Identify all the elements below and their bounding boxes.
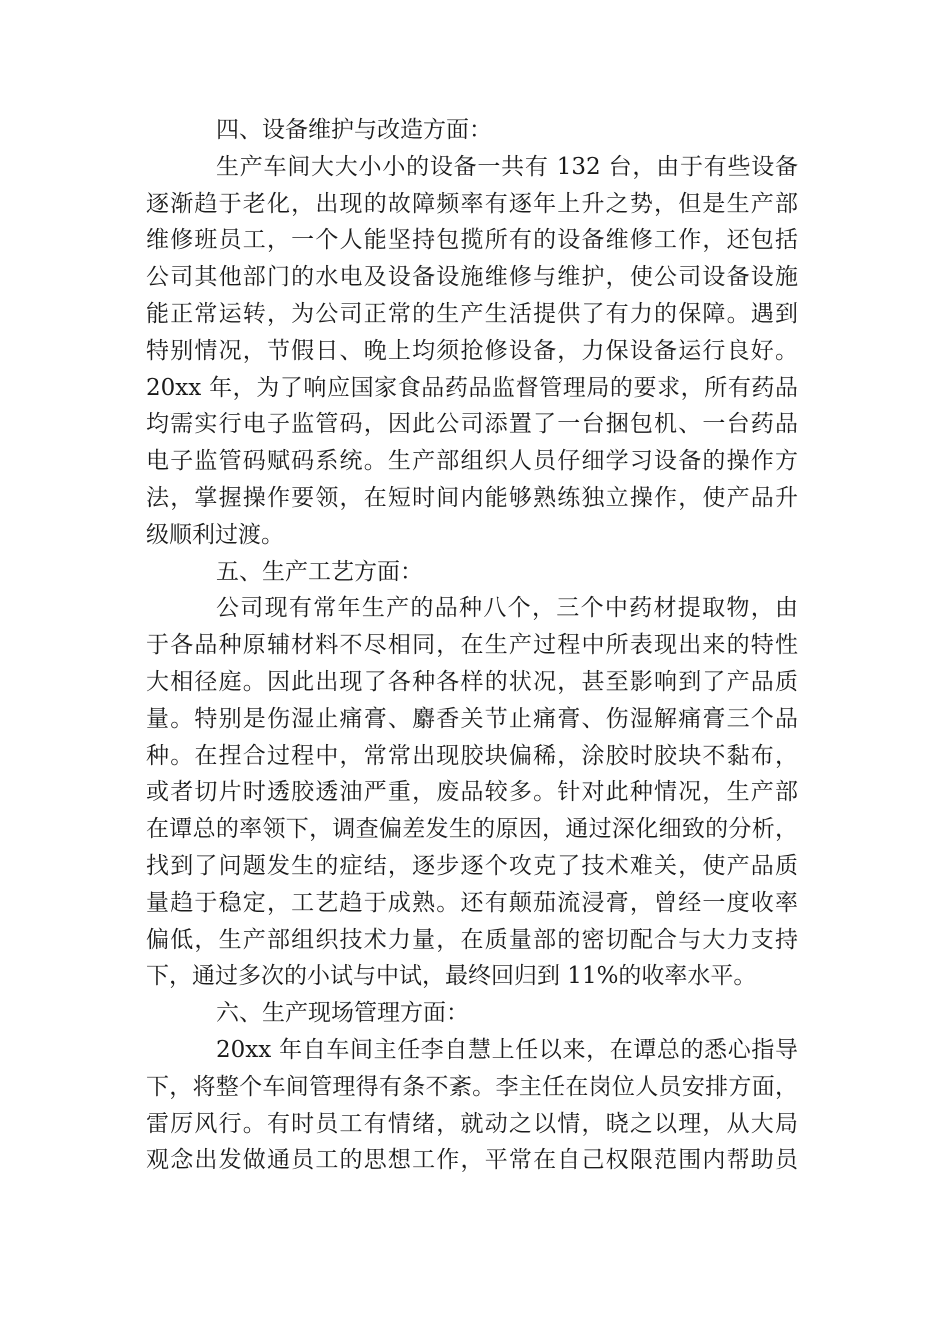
text-line: 均需实行电子监管码，因此公司添置了一台捆包机、一台药品 xyxy=(146,411,798,438)
text-line: 量。特别是伤湿止痛膏、麝香关节止痛膏、伤湿解痛膏三个品 xyxy=(146,705,798,732)
text-line: 法，掌握操作要领，在短时间内能够熟练独立操作，使产品升 xyxy=(146,484,798,511)
text-line: 量趋于稳定，工艺趋于成熟。还有颠茄流浸膏，曾经一度收率 xyxy=(146,889,798,916)
text-line: 找到了问题发生的症结，逐步逐个攻克了技术难关，使产品质 xyxy=(146,852,798,879)
text-line: 种。在捏合过程中，常常出现胶块偏稀，涂胶时胶块不黏布， xyxy=(146,742,798,769)
text-line: 六、生产现场管理方面： xyxy=(216,1000,469,1027)
text-line: 下，通过多次的小试与中试，最终回归到 11%的收率水平。 xyxy=(146,963,757,990)
text-line: 级顺利过渡。 xyxy=(146,521,284,548)
text-line: 五、生产工艺方面： xyxy=(216,558,423,585)
text-line: 雷厉风行。有时员工有情绪，就动之以情，晓之以理，从大局 xyxy=(146,1110,798,1137)
text-line: 或者切片时透胶透油严重，废品较多。针对此种情况，生产部 xyxy=(146,779,798,806)
text-line: 维修班员工，一个人能坚持包揽所有的设备维修工作，还包括 xyxy=(146,227,798,254)
text-line: 大相径庭。因此出现了各种各样的状况，甚至影响到了产品质 xyxy=(146,668,798,695)
document-body xyxy=(146,112,798,1179)
text-line: 公司现有常年生产的品种八个，三个中药材提取物，由 xyxy=(216,595,798,622)
text-line: 20xx 年，为了响应国家食品药品监督管理局的要求，所有药品 xyxy=(146,374,798,401)
text-line: 偏低，生产部组织技术力量，在质量部的密切配合与大力支持 xyxy=(146,926,798,953)
text-line: 于各品种原辅材料不尽相同，在生产过程中所表现出来的特性 xyxy=(146,632,798,659)
text-line: 20xx 年自车间主任李自慧上任以来，在谭总的悉心指导 xyxy=(216,1036,798,1063)
text-line: 能正常运转，为公司正常的生产生活提供了有力的保障。遇到 xyxy=(146,300,798,327)
text-line: 公司其他部门的水电及设备设施维修与维护，使公司设备设施 xyxy=(146,264,798,291)
text-line: 电子监管码赋码系统。生产部组织人员仔细学习设备的操作方 xyxy=(146,448,798,475)
text-line: 在谭总的率领下，调查偏差发生的原因，通过深化细致的分析， xyxy=(146,816,798,843)
text-line: 四、设备维护与改造方面： xyxy=(216,117,492,143)
text-line: 下，将整个车间管理得有条不紊。李主任在岗位人员安排方面， xyxy=(146,1073,798,1100)
text-line: 观念出发做通员工的思想工作，平常在自己权限范围内帮助员 xyxy=(146,1147,798,1174)
text-line: 生产车间大大小小的设备一共有 132 台，由于有些设备 xyxy=(216,153,798,180)
text-line: 特别情况，节假日、晚上均须抢修设备，力保设备运行良好。 xyxy=(146,337,798,364)
text-line: 逐渐趋于老化，出现的故障频率有逐年上升之势，但是生产部 xyxy=(146,190,798,217)
